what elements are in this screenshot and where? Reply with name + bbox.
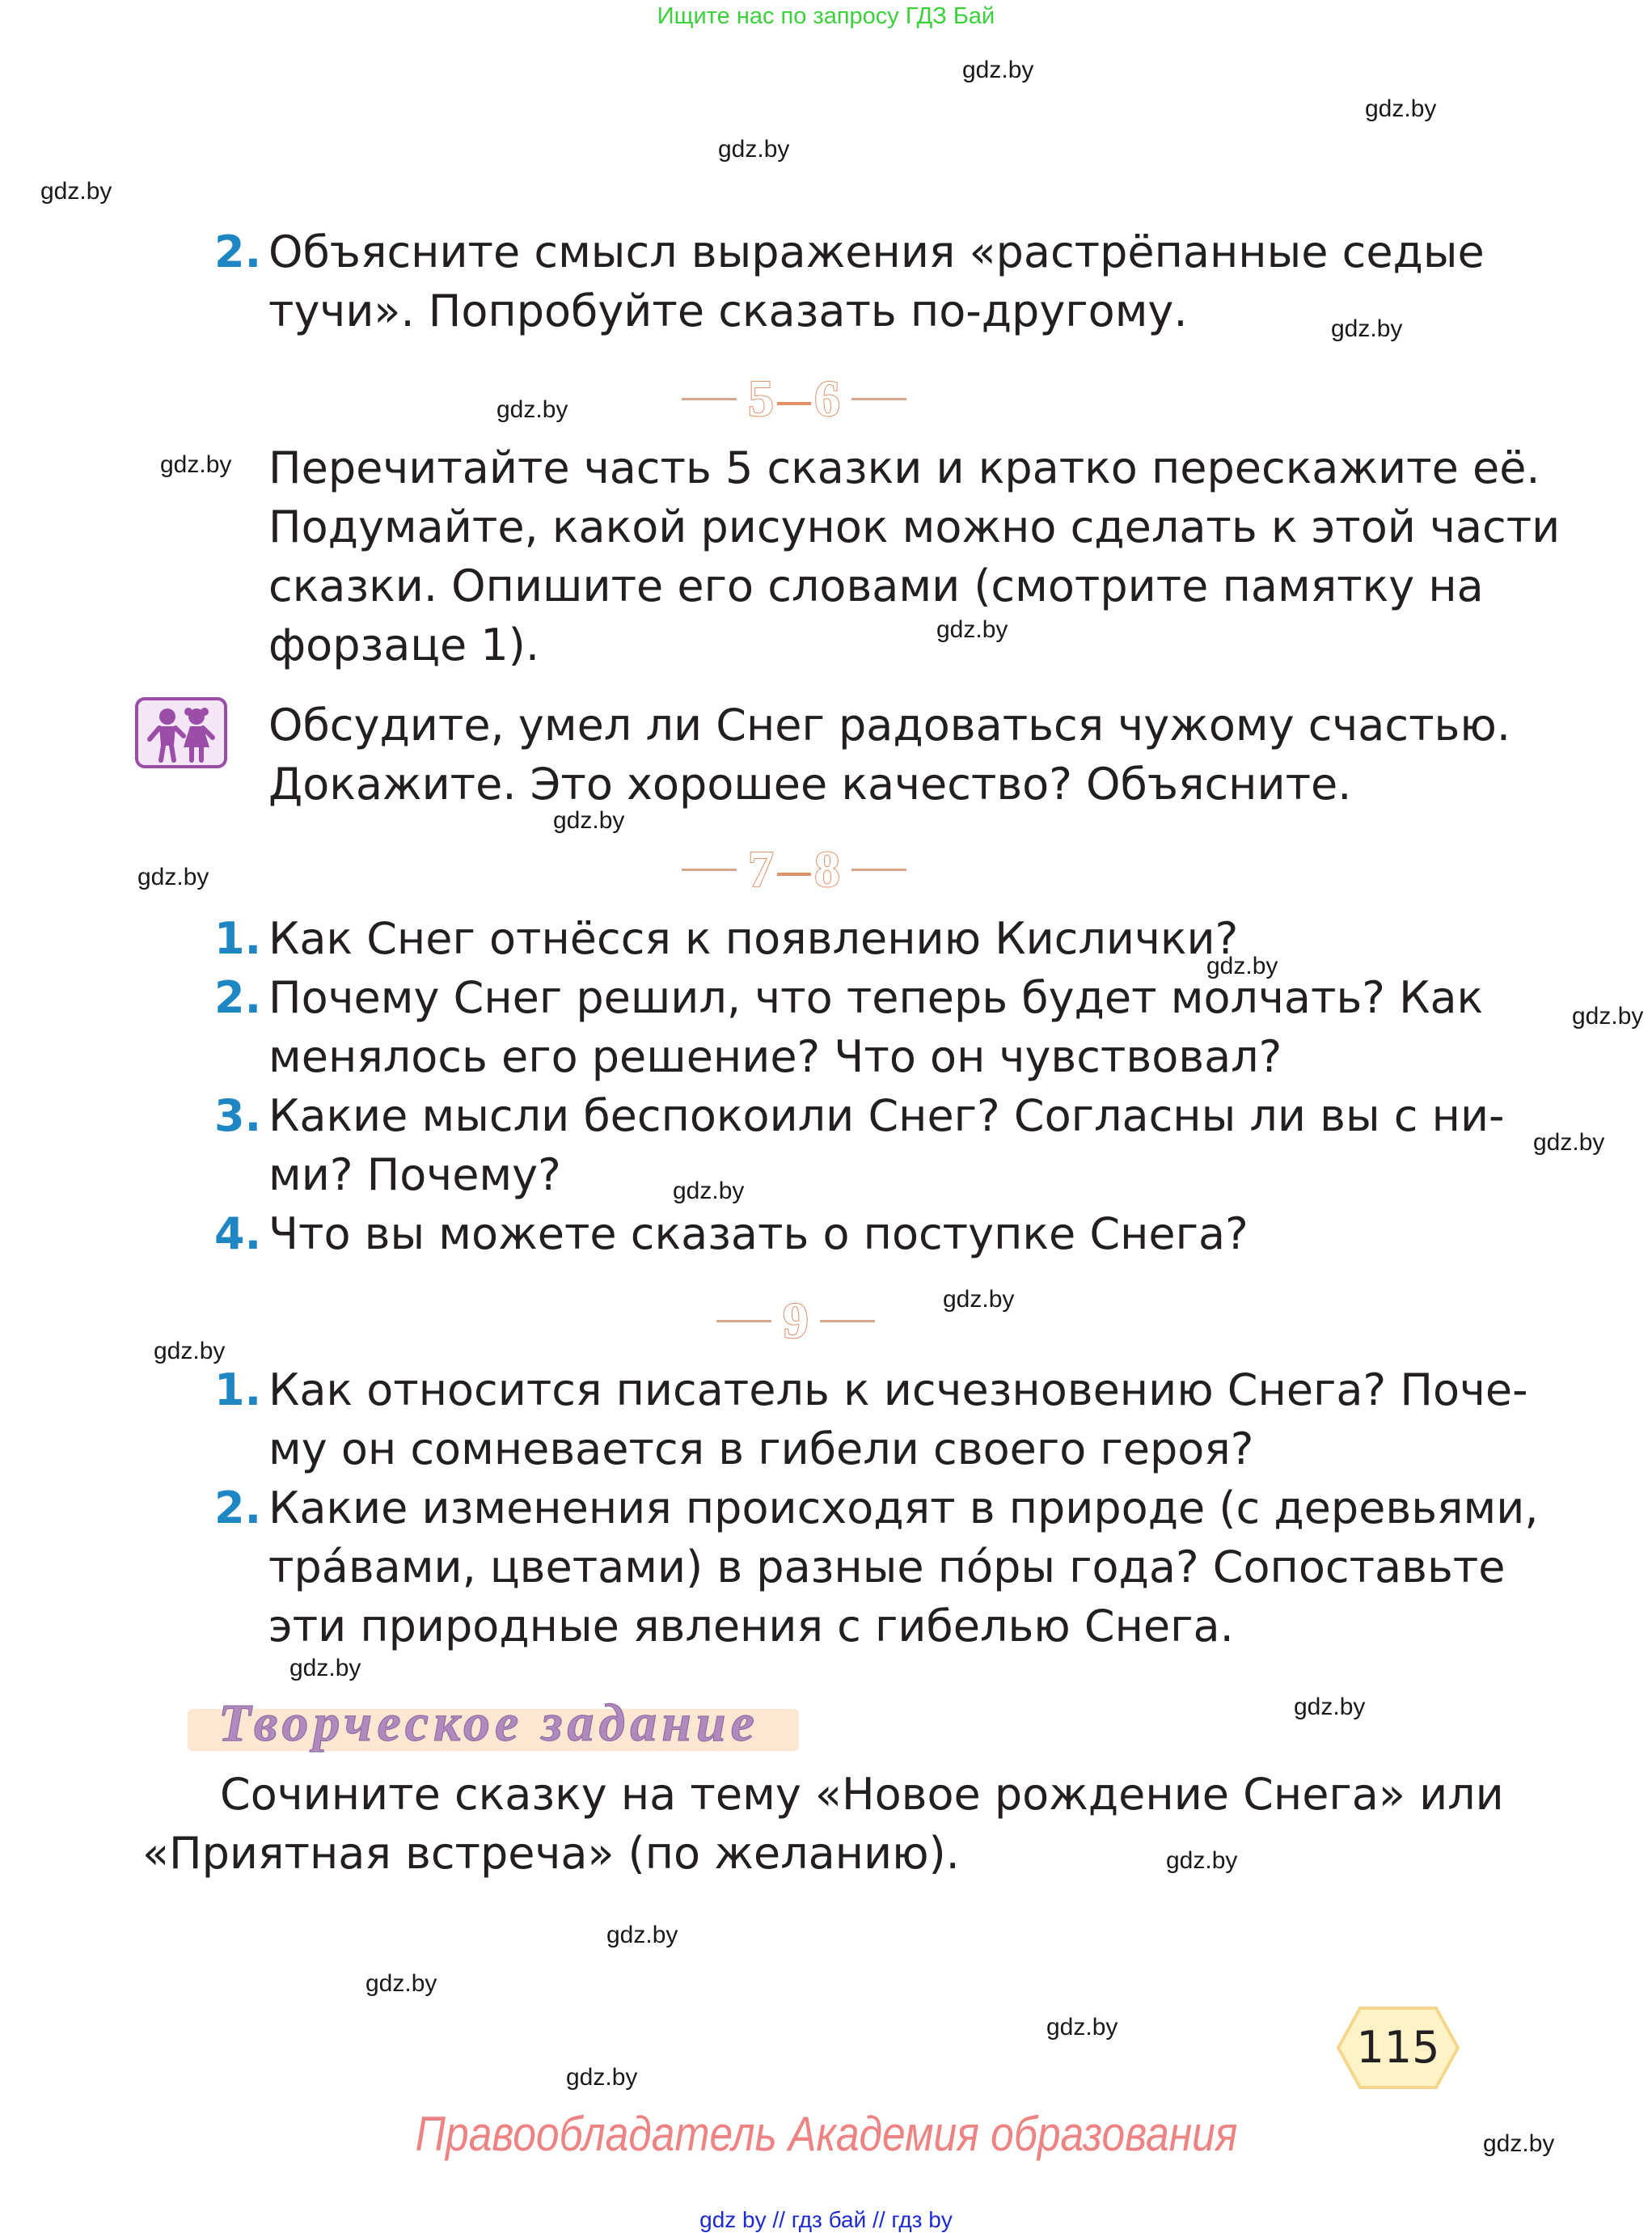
watermark: gdz.by xyxy=(1533,1129,1605,1156)
watermark: gdz.by xyxy=(1046,2014,1118,2041)
text-line: «Приятная встреча» (по желанию). xyxy=(142,1828,960,1879)
watermark: gdz.by xyxy=(718,136,790,163)
page-number-text: 115 xyxy=(1356,2022,1440,2073)
text-line: Подумайте, какой рисунок можно сделать к этой части xyxy=(268,501,1561,552)
text-line: ми? Почему? xyxy=(268,1149,561,1200)
watermark: gdz.by xyxy=(289,1655,361,1681)
item-number: 2. xyxy=(214,972,262,1023)
divider-dash xyxy=(820,1320,875,1322)
item-number: 3. xyxy=(214,1090,262,1141)
top-banner: Ищите нас по запросу ГДЗ Бай xyxy=(657,3,995,29)
text-line: Какие изменения происходят в природе (с деревьями, xyxy=(268,1482,1539,1533)
watermark: gdz.by xyxy=(137,864,209,890)
watermark: gdz.by xyxy=(160,451,232,478)
creative-task-title: Творческое задание xyxy=(218,1694,759,1753)
creative-task-line xyxy=(142,1824,960,1883)
section-number: 5 6 xyxy=(748,370,840,427)
page-number xyxy=(1336,2006,1460,2090)
text-line: Что вы можете сказать о поступке Снега? xyxy=(268,1208,1249,1259)
retell-paragraph xyxy=(268,438,1560,675)
discuss-paragraph xyxy=(268,696,1510,814)
watermark: gdz.by xyxy=(566,2064,638,2091)
watermark: gdz.by xyxy=(943,1286,1015,1313)
text-line: Сочините сказку на тему «Новое рождение Снега» или xyxy=(220,1769,1504,1820)
watermark: gdz.by xyxy=(365,1970,437,1997)
text-line: Как Снег отнёсся к появлению Кислички? xyxy=(268,913,1239,964)
watermark: gdz.by xyxy=(154,1338,226,1364)
section-number: 9 xyxy=(783,1292,809,1349)
rights-holder: Правообладатель Академия образования xyxy=(415,2107,1238,2161)
text-line: тра́вами, цветами) в разные по́ры года? Сопоставьте xyxy=(268,1542,1506,1592)
watermark: gdz.by xyxy=(673,1178,745,1204)
divider-dash xyxy=(682,869,737,871)
text-line: форзаце 1). xyxy=(268,620,540,670)
text-line: Докажите. Это хорошее качество? Объясните. xyxy=(268,759,1352,810)
divider-dash xyxy=(716,1320,771,1322)
watermark: gdz.by xyxy=(1483,2130,1555,2157)
watermark: gdz.by xyxy=(553,807,625,834)
watermark: gdz.by xyxy=(962,57,1034,83)
watermark: gdz.by xyxy=(606,1922,678,1948)
text-line: тучи». Попробуйте сказать по-другому. xyxy=(268,285,1188,336)
two-children-icon xyxy=(135,697,227,768)
creative-task-line xyxy=(220,1765,1504,1824)
text-line: Объясните смысл выражения «растрёпанные седые xyxy=(268,226,1485,277)
watermark: gdz.by xyxy=(1572,1003,1644,1030)
section-divider-7-8 xyxy=(682,841,906,898)
text-line: Какие мысли беспокоили Снег? Согласны ли вы с ни- xyxy=(268,1090,1505,1141)
section-divider-5-6 xyxy=(682,370,906,427)
text-line: эти природные явления с гибелью Снега. xyxy=(268,1601,1234,1651)
text-line: Как относится писатель к исчезновению Снега? Поче- xyxy=(268,1364,1528,1415)
text-line: менялось его решение? Что он чувствовал? xyxy=(268,1031,1282,1082)
divider-dash xyxy=(851,869,906,871)
text-line: Обсудите, умел ли Снег радоваться чужому счастью. xyxy=(268,700,1510,751)
watermark: gdz.by xyxy=(1166,1847,1238,1874)
divider-dash xyxy=(851,398,906,400)
item-number: 2. xyxy=(214,226,262,277)
item-number: 1. xyxy=(214,1364,262,1415)
text-line: Почему Снег решил, что теперь будет молчать? Как xyxy=(268,972,1484,1023)
item-number: 1. xyxy=(214,913,262,964)
item-number: 4. xyxy=(214,1208,262,1259)
text-line: Перечитайте часть 5 сказки и кратко перескажите её. xyxy=(268,442,1540,493)
footer-links[interactable]: gdz by // гдз бай // гдз by xyxy=(699,2207,953,2232)
watermark: gdz.by xyxy=(496,396,568,423)
watermark: gdz.by xyxy=(1365,95,1437,122)
text-line: сказки. Опишите его словами (смотрите памятку на xyxy=(268,560,1484,611)
watermark: gdz.by xyxy=(1331,315,1403,342)
divider-dash xyxy=(682,398,737,400)
watermark: gdz.by xyxy=(40,178,112,205)
section-divider-9 xyxy=(716,1292,875,1349)
watermark: gdz.by xyxy=(1206,953,1278,979)
watermark: gdz.by xyxy=(936,616,1008,643)
watermark: gdz.by xyxy=(1294,1694,1366,1720)
text-line: му он сомневается в гибели своего героя? xyxy=(268,1423,1254,1474)
section-number: 7 8 xyxy=(748,840,840,898)
item-number: 2. xyxy=(214,1482,262,1533)
